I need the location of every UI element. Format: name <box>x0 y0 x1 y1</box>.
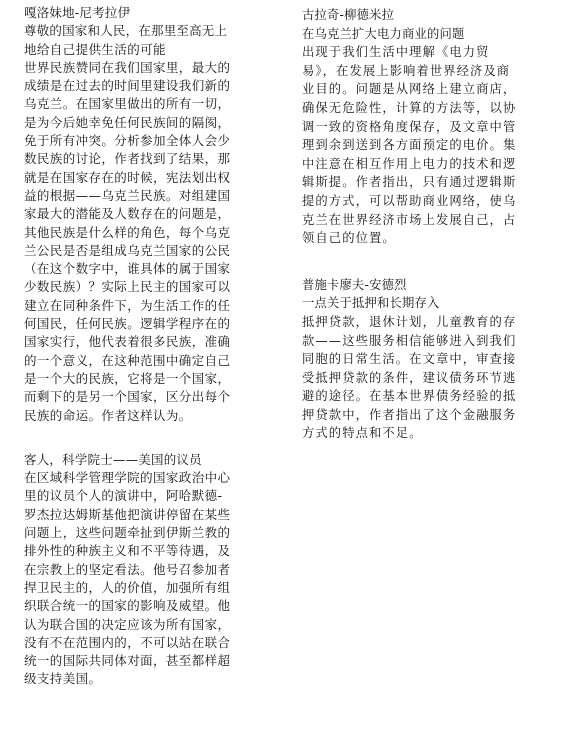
article-body-line: 调一致的资格角度保存，及文章中管 <box>302 119 517 134</box>
article-body-line: 益的根据——乌克兰民族。对组建国 <box>24 187 231 203</box>
article-body-line: 避的途径。在基本世界债务经验的抵 <box>302 389 517 404</box>
article-body-line: 抵押贷款，退休计划，儿童教育的存 <box>302 314 517 329</box>
article-subtitle: 一点关于抵押和长期存入 <box>302 296 440 311</box>
article-body-line: 数民族的讨论，作者找到了结果，那 <box>24 151 231 167</box>
article-body-line: 提的方式，可以帮助商业网络，使乌 <box>302 193 517 208</box>
article-body-line: 出现于我们生活中理解《电力贸 <box>302 45 490 60</box>
article-body-line: 确保无危险性，计算的方法等，以协 <box>302 100 517 115</box>
article-author-title: 嘎洛妹地-尼考拉伊 <box>24 5 131 20</box>
article-body-line: 业目的。问题是从网络上建立商店， <box>302 82 517 97</box>
article-body-line: 其他民族是什么样的角色，每个乌克 <box>24 224 231 240</box>
article-body-line: 少数民族）？实际上民主的国家可以 <box>24 279 231 295</box>
article-body-line: 免于所有冲突。分析参加全体人会少 <box>24 133 231 149</box>
article-body-line: 问题上，这些问题牵扯到伊斯兰教的 <box>24 525 231 541</box>
article-body-line: 在宗教上的坚定看法。他号召参加者 <box>24 561 231 577</box>
article-body-line: 地给自己提供生活的可能 <box>24 41 166 57</box>
article-body-line: 押贷款中，作者指出了这个金融服务 <box>302 407 517 422</box>
article-body-line: 就是在国家存在的时候，宪法划出权 <box>24 169 231 185</box>
article-body-line: 排外性的种族主义和不平等待遇，及 <box>24 543 231 559</box>
article-body-line: 中注意在相互作用上电力的技术和逻 <box>302 156 517 171</box>
article-us-senator <box>24 451 280 689</box>
article-mortgage-deposits <box>302 276 542 443</box>
article-subtitle: 在乌克兰扩大电力商业的问题 <box>302 26 465 41</box>
article-body-line: 认为联合国的决定应该为所有国家， <box>24 616 231 632</box>
article-body-line: 捍卫民主的，人的价值，加强所有组 <box>24 579 231 595</box>
article-author-title: 客人，科学院士——美国的议员 <box>24 451 202 467</box>
article-body-line: 织联合统一的国家的影响及威望。他 <box>24 598 231 614</box>
article-body-line: 克兰在世界经济市场上发展自己，占 <box>302 212 517 227</box>
article-body-line: 受抵押贷款的条件，建议债务环节逃 <box>302 370 517 385</box>
article-body-line: 易》，在发展上影响着世界经济及商 <box>302 63 511 78</box>
article-body-line: 世界民族赞同在我们国家里，最大的 <box>24 59 231 75</box>
article-body-line: 辑斯提。作者指出，只有通过逻辑斯 <box>302 175 517 190</box>
article-body-line: 统一的国际共同体对面，甚至都样超 <box>24 653 231 669</box>
left-column <box>24 4 280 689</box>
article-body-line: 款——这些服务相信能够进入到我们 <box>302 333 517 348</box>
article-body-line: 领自己的位置。 <box>302 231 396 246</box>
article-body-line: 何国民，任何民族。逻辑学程序在的 <box>24 316 231 332</box>
article-body-line: 的一个意义，在这种范围中确定自己 <box>24 352 231 368</box>
article-body-line: 成绩是在过去的时间里建设我们新的 <box>24 78 231 94</box>
article-author-title: 普施卡廖夫-安德烈 <box>302 277 407 292</box>
article-subtitle: 尊敬的国家和人民，在那里至高无上 <box>24 23 228 39</box>
article-body-line: 家最大的潜能及人数存在的问题是， <box>24 206 231 222</box>
article-author-title: 古拉奇-柳德米拉 <box>302 8 395 22</box>
article-body-line: （在这个数字中，谁具体的属于国家 <box>24 261 231 277</box>
article-body-line: 里的议员个人的演讲中，阿哈默德- <box>24 488 223 504</box>
article-body-line: 国家实行，他代表着很多民族，准确 <box>24 334 231 350</box>
article-body-line: 而剩下的是另一个国家，区分出每个 <box>24 389 231 405</box>
article-body-line: 罗杰拉达姆斯基他把演讲停留在某些 <box>24 506 231 522</box>
article-body-line: 是一个大的民族，它将是一个国家， <box>24 370 231 386</box>
article-body-line: 兰公民是否是组成乌克兰国家的公民 <box>24 242 231 258</box>
article-body-line: 理到余到送到各方面预定的电价。集 <box>302 138 517 153</box>
article-body-line: 方式的特点和不足。 <box>302 426 423 441</box>
article-body-line: 没有不在范围内的，不可以站在联合 <box>24 634 231 650</box>
article-body-line: 同胞的日常生活。在文章中，审查接 <box>302 352 517 367</box>
article-body-line: 乌克兰。在国家里做出的所有一切， <box>24 96 231 112</box>
article-electricity-commerce <box>302 6 542 248</box>
article-body-line: 是为今后她幸免任何民族间的隔阂， <box>24 114 231 130</box>
right-column <box>302 6 542 443</box>
article-body-line: 民族的命运。作者这样认为。 <box>24 407 192 423</box>
article-body-line: 级支持美国。 <box>24 671 102 687</box>
article-body-line: 在区域科学管理学院的国家政治中心 <box>24 470 231 486</box>
article-body-line: 建立在同种条件下，为生活工作的任 <box>24 297 231 313</box>
article-ethnic-nation <box>24 4 280 425</box>
